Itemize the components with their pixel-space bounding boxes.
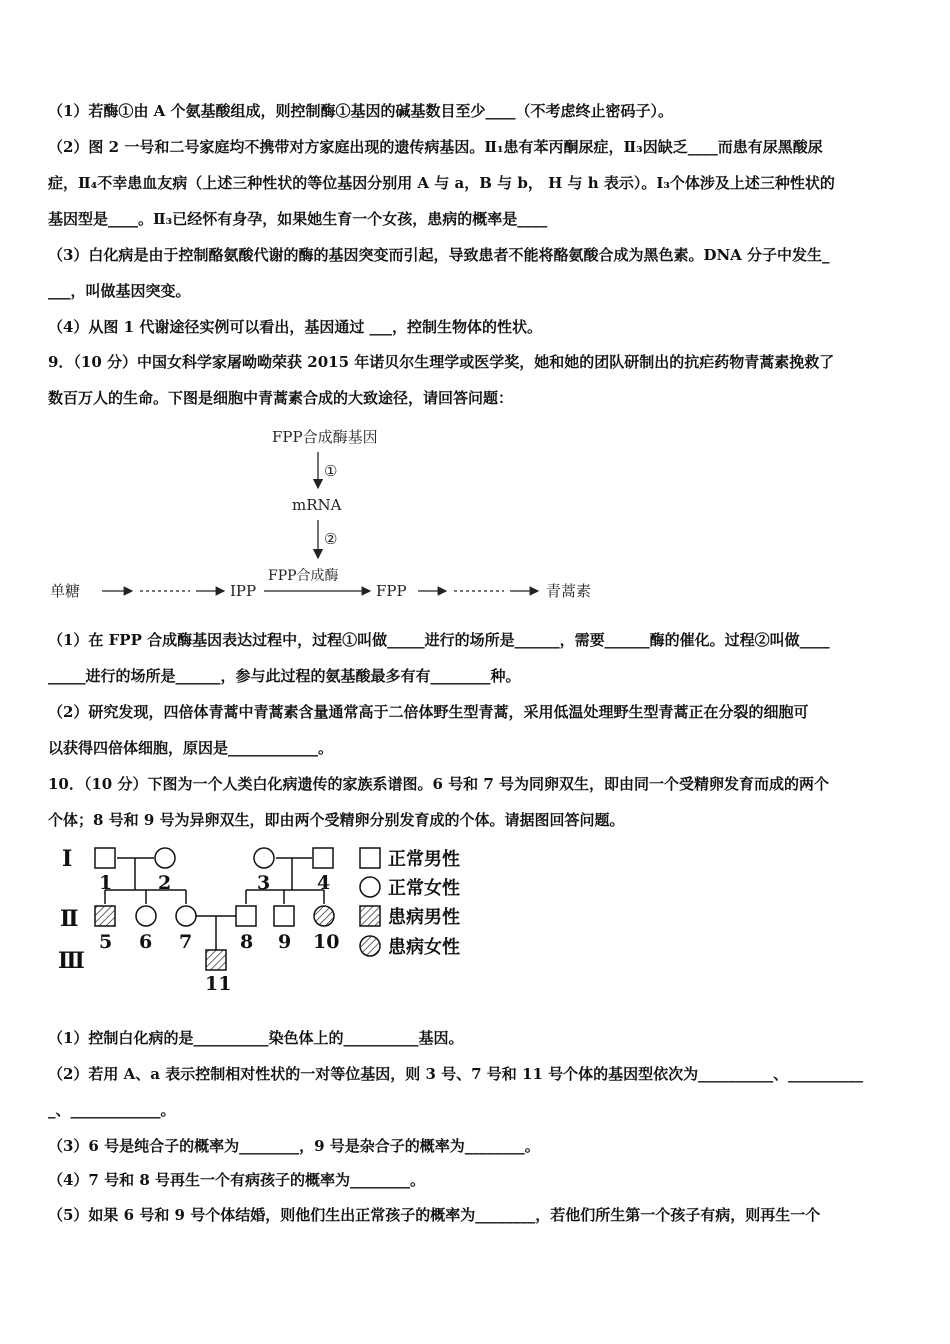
legend-affected-male: 患病男性 [388,907,460,928]
artemisinin-pathway-diagram [40,420,620,610]
generation-2-label: Ⅱ [60,906,79,932]
q10-line-7: （4）7 号和 8 号再生一个有病孩子的概率为________。 [48,1171,425,1189]
number-6: 6 [139,931,153,953]
q8-line-6: ___，叫做基因突变。 [48,282,191,300]
q10-line-4: （2）若用 A、a 表示控制相对性状的一对等位基因，则 3 号、7 号和 11 号个体的基因型依次为__________、__________ [48,1065,864,1083]
q9-line-3: （1）在 FPP 合成酶基因表达过程中，过程①叫做_____进行的场所是______，需要______酶的催化。过程②叫做____ [48,631,830,649]
q8-line-5: （3）白化病是由于控制酪氨酸代谢的酶的基因突变而引起，导致患者不能将酪氨酸合成为黑色素。DNA 分子中发生_ [48,246,830,264]
individual-5-affected-male [95,906,115,926]
individual-2-normal-female [155,848,175,868]
number-11: 11 [205,973,232,995]
ipp-label: IPP [230,582,257,600]
q8-line-1: （1）若酶①由 A 个氨基酸组成，则控制酶①基因的碱基数目至少____（不考虑终止密码子）。 [48,102,674,120]
individual-6-normal-female [136,906,156,926]
number-2: 2 [158,872,172,894]
legend-affected-female-symbol [360,936,380,956]
number-1: 1 [99,872,113,894]
legend-normal-female: 正常女性 [388,878,460,899]
q10-line-5: _、____________。 [48,1101,176,1119]
number-3: 3 [257,872,271,894]
legend-affected-female: 患病女性 [388,937,460,958]
legend-normal-male-symbol [360,848,380,868]
individual-4-normal-male [313,848,333,868]
q9-line-6: 以获得四倍体细胞，原因是____________。 [48,739,334,757]
sugar-label: 单糖 [50,582,81,600]
number-9: 9 [278,931,292,953]
legend-affected-male-symbol [360,906,380,926]
number-10: 10 [313,931,340,953]
individual-3-normal-female [254,848,274,868]
q8-line-3: 症，Ⅱ₄不幸患血友病（上述三种性状的等位基因分别用 A 与 a，B 与 b， H 与 h 表示）。I₃个体涉及上述三种性状的 [48,174,835,192]
q10-line-3: （1）控制白化病的是__________染色体上的__________基因。 [48,1029,464,1047]
step-2-label: ② [324,530,338,548]
individual-9-normal-male [274,906,294,926]
individual-7-normal-female [176,906,196,926]
product-label: 青蒿素 [546,582,592,600]
generation-1-label: Ⅰ [62,846,73,872]
individual-8-normal-male [236,906,256,926]
q9-line-1: 9．（10 分）中国女科学家屠呦呦荣获 2015 年诺贝尔生理学或医学奖，她和她的团队研制出的抗疟药物青蒿素挽救了 [48,353,835,371]
q8-line-7: （4）从图 1 代谢途径实例可以看出，基因通过 ___，控制生物体的性状。 [48,318,543,336]
step-1-label: ① [324,462,338,480]
number-4: 4 [317,872,331,894]
number-5: 5 [99,931,113,953]
q9-line-2: 数百万人的生命。下图是细胞中青蒿素合成的大致途径，请回答问题： [48,389,514,407]
individual-1-normal-male [95,848,115,868]
q9-line-5: （2）研究发现，四倍体青蒿中青蒿素含量通常高于二倍体野生型青蒿，采用低温处理野生型青蒿正在分裂的细胞可 [48,703,809,721]
q10-line-2: 个体；8 号和 9 号为异卵双生，即由两个受精卵分别发育成的个体。请据图回答问题。 [48,811,625,829]
legend-normal-female-symbol [360,877,380,897]
q10-line-8: （5）如果 6 号和 9 号个体结婚，则他们生出正常孩子的概率为________，若他们所生第一个孩子有病，则再生一个 [48,1206,821,1224]
q8-line-4: 基因型是____。Ⅱ₃已经怀有身孕，如果她生育一个女孩，患病的概率是____ [48,210,548,228]
legend-normal-male: 正常男性 [388,849,460,870]
generation-3-label: Ⅲ [58,948,85,974]
q9-line-4: _____进行的场所是______，参与此过程的氨基酸最多有有________种。 [48,667,521,685]
number-7: 7 [179,931,193,953]
q8-line-2: （2）图 2 一号和二号家庭均不携带对方家庭出现的遗传病基因。Ⅱ₁患有苯丙酮尿症，Ⅱ₃因缺乏____而患有尿黑酸尿 [48,138,823,156]
mrna-label: mRNA [292,496,342,514]
individual-11-affected-male [206,950,226,970]
q10-line-6: （3）6 号是纯合子的概率为________，9 号是杂合子的概率为________。 [48,1137,540,1155]
gene-label: FPP合成酶基因 [272,428,378,446]
enzyme-label: FPP合成酶 [268,568,339,584]
pedigree-chart [50,840,480,1000]
number-8: 8 [240,931,254,953]
individual-10-affected-female [314,906,334,926]
fpp-label: FPP [376,582,407,600]
q10-line-1: 10．（10 分）下图为一个人类白化病遗传的家族系谱图。6 号和 7 号为同卵双生，即由同一个受精卵发育而成的两个 [48,775,830,793]
